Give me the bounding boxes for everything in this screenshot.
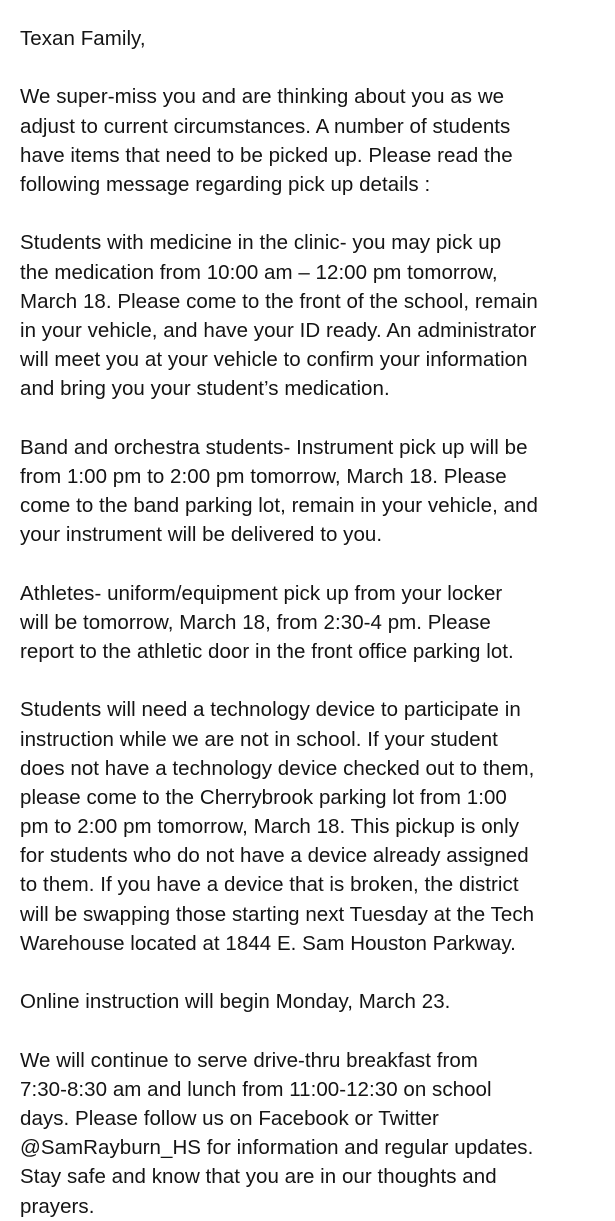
message-line: Online instruction will begin Monday, March 23.	[20, 990, 451, 1014]
message-line: Students will need a technology device to participate in	[20, 698, 521, 722]
message-line: the medication from 10:00 am – 12:00 pm tomorrow,	[20, 260, 498, 284]
message-paragraph	[20, 987, 595, 1016]
salutation: Texan Family,	[20, 27, 146, 50]
message-paragraph	[20, 1046, 595, 1221]
message-line: days. Please follow us on Facebook or Twitter	[20, 1106, 439, 1130]
message-line: will be swapping those starting next Tuesday at the Tech	[20, 902, 535, 926]
message-paragraph	[20, 579, 595, 667]
message-line: Students with medicine in the clinic- you may pick up	[20, 231, 502, 255]
message-line: Athletes- uniform/equipment pick up from your locker	[20, 581, 503, 605]
message-line: pm to 2:00 pm tomorrow, March 18. This pickup is only	[20, 815, 520, 839]
message-line: from 1:00 pm to 2:00 pm tomorrow, March 18. Please	[20, 464, 507, 488]
message-line: March 18. Please come to the front of the school, remain	[20, 289, 538, 313]
message-paragraph	[20, 695, 595, 958]
message-line: your instrument will be delivered to you.	[20, 523, 383, 547]
message-body	[20, 82, 595, 1220]
message-line: and bring you your student’s medication.	[20, 377, 390, 401]
message-line: have items that need to be picked up. Please read the	[20, 143, 513, 167]
message-line: will meet you at your vehicle to confirm your information	[20, 348, 528, 372]
message-line: Band and orchestra students- Instrument pick up will be	[20, 435, 528, 459]
message-line: to them. If you have a device that is broken, the district	[20, 873, 519, 897]
message-line: 7:30-8:30 am and lunch from 11:00-12:30 on school	[20, 1077, 492, 1101]
message-line: in your vehicle, and have your ID ready. An administrator	[20, 318, 537, 342]
message-line: adjust to current circumstances. A number of students	[20, 114, 511, 138]
message-paragraph	[20, 228, 595, 403]
message-line: does not have a technology device checked out to them,	[20, 756, 535, 780]
message-line: instruction while we are not in school. If your student	[20, 727, 498, 751]
message-line: come to the band parking lot, remain in your vehicle, and	[20, 494, 538, 518]
message-line: prayers.	[20, 1194, 95, 1218]
message-line: report to the athletic door in the front office parking lot.	[20, 639, 514, 663]
message-paragraph	[20, 82, 595, 199]
message-line: Stay safe and know that you are in our thoughts and	[20, 1165, 497, 1189]
message-line: We will continue to serve drive-thru breakfast from	[20, 1048, 478, 1072]
message-line: @SamRayburn_HS for information and regular updates.	[20, 1136, 534, 1160]
message-line: Warehouse located at 1844 E. Sam Houston Parkway.	[20, 931, 516, 955]
message-line: following message regarding pick up details :	[20, 172, 431, 196]
message-paragraph	[20, 433, 595, 550]
message-line: for students who do not have a device already assigned	[20, 844, 529, 868]
message-line: We super-miss you and are thinking about you as we	[20, 85, 505, 109]
message-line: will be tomorrow, March 18, from 2:30-4 pm. Please	[20, 610, 491, 634]
message-line: please come to the Cherrybrook parking lot from 1:00	[20, 785, 507, 809]
